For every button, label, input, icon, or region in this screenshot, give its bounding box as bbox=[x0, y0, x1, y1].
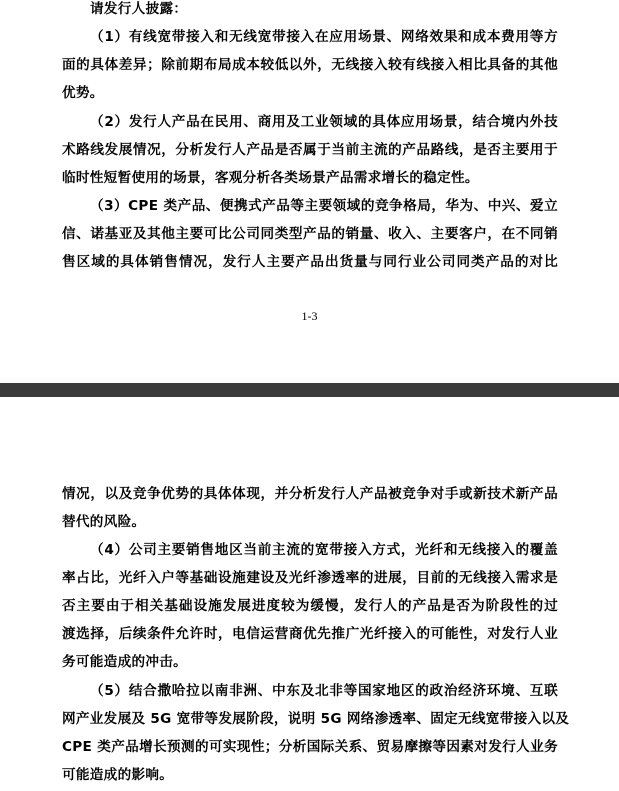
para3-line1: （3）CPE 类产品、便携式产品等主要领域的竞争格局，华为、中兴、爱立 bbox=[90, 198, 558, 214]
para4-line4: 渡选择，后续条件允许时，电信运营商优先推广光纤接入的可能性，对发行人业 bbox=[62, 626, 558, 642]
page-number: 1-3 bbox=[301, 309, 318, 323]
para1-line2: 面的具体差异；除前期布局成本较低以外，无线接入较有线接入相比具备的其他 bbox=[62, 57, 558, 73]
para4-line1: （4）公司主要销售地区当前主流的宽带接入方式，光纤和无线接入的覆盖 bbox=[90, 542, 558, 558]
para2-line1: （2）发行人产品在民用、商用及工业领域的具体应用场景，结合境内外技 bbox=[90, 114, 558, 130]
para5-line3: CPE 类产品增长预测的可实现性；分析国际关系、贸易摩擦等因素对发行人业务 bbox=[62, 739, 558, 755]
para5-line1: （5）结合撒哈拉以南非洲、中东及北非等国家地区的政治经济环境、互联 bbox=[90, 683, 558, 699]
para3-cont-line1: 情况，以及竞争优势的具体体现，并分析发行人产品被竞争对手或新技术新产品 bbox=[62, 486, 558, 502]
para3-line2: 信、诺基亚及其他主要可比公司同类型产品的销量、收入、主要客户，在不同销 bbox=[62, 226, 558, 242]
para2-line3: 临时性短暂使用的场景，客观分析各类场景产品需求增长的稳定性。 bbox=[62, 170, 479, 186]
para4-line5: 务可能造成的冲击。 bbox=[62, 654, 188, 670]
para3-cont-line2: 替代的风险。 bbox=[62, 514, 146, 530]
para4-line3: 否主要由于相关基础设施发展进度较为缓慢，发行人的产品是否为阶段性的过 bbox=[62, 598, 558, 614]
para1-line1: （1）有线宽带接入和无线宽带接入在应用场景、网络效果和成本费用等方 bbox=[90, 29, 558, 45]
para5-line4: 可能造成的影响。 bbox=[62, 767, 174, 783]
disclosure-heading: 请发行人披露： bbox=[90, 1, 188, 17]
para3-line3: 售区域的具体销售情况，发行人主要产品出货量与同行业公司同类产品的对比 bbox=[62, 254, 558, 270]
para2-line2: 术路线发展情况，分析发行人产品是否属于当前主流的产品路线，是否主要用于 bbox=[62, 142, 558, 158]
para1-line3: 优势。 bbox=[62, 85, 104, 101]
para4-line2: 率占比，光纤入户等基础设施建设及光纤渗透率的进展，目前的无线接入需求是 bbox=[62, 570, 558, 586]
para5-line2: 网产业发展及 5G 宽带等发展阶段，说明 5G 网络渗透率、固定无线宽带接入以及 bbox=[62, 711, 570, 727]
page-separator bbox=[0, 383, 619, 397]
